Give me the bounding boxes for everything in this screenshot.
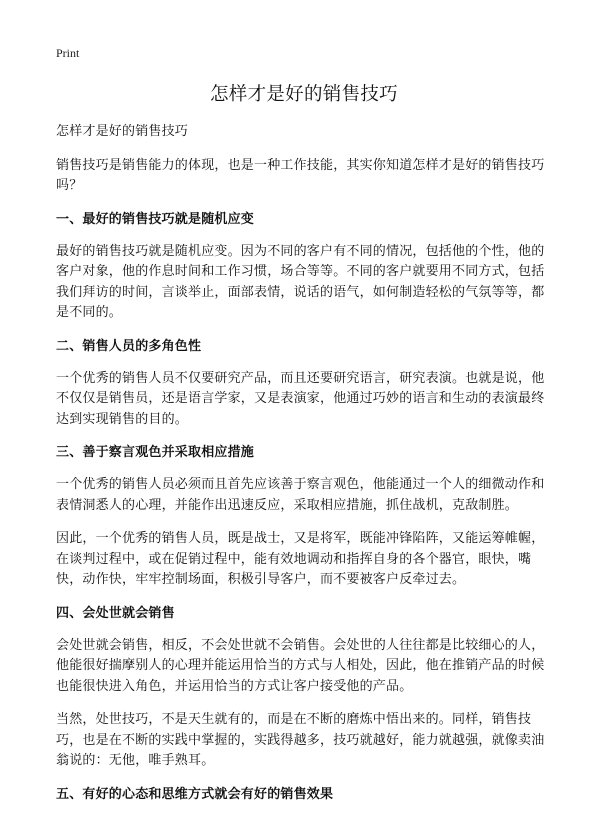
section-1 <box>56 210 552 324</box>
article-subtitle: 怎样才是好的销售技巧 <box>56 124 189 139</box>
section-3 <box>56 443 552 591</box>
section-heading: 四、会处世就会销售 <box>56 605 175 621</box>
section-paragraph: 因此，一个优秀的销售人员，既是战士，又是将军，既能冲锋陷阵，又能运筹帷幄，在谈判过程中，或在促销过程中，能有效地调动和指挥自身的各个器官，眼快，嘴快，动作快，牢牢控制场面，积极引导客户，而不要被客户反牵过去。 <box>56 531 545 587</box>
section-4 <box>56 604 552 772</box>
section-paragraph: 一个优秀的销售人员不仅要研究产品，而且还要研究语言，研究表演。也就是说，他不仅仅是销售员，还是语言学家，又是表演家，他通过巧妙的语言和生动的表演最终达到实现销售的目的。 <box>56 370 545 427</box>
section-5 <box>56 785 552 805</box>
section-paragraph: 当然，处世技巧，不是天生就有的，而是在不断的磨炼中悟出来的。同样，销售技巧，也是在不断的实践中掌握的，实践得越多，技巧就越好，能力就越强，就像卖油翁说的：无他，唯手熟耳。 <box>56 712 545 768</box>
section-paragraph: 一个优秀的销售人员必须而且首先应该善于察言观色，他能通过一个人的细微动作和表情洞悉人的心理，并能作出迅速反应，采取相应措施，抓住战机，克敌制胜。 <box>56 477 545 513</box>
print-link[interactable]: Print <box>56 46 80 60</box>
section-heading: 二、销售人员的多角色性 <box>56 338 202 354</box>
section-heading: 五、有好的心态和思维方式就会有好的销售效果 <box>56 786 334 802</box>
article-intro: 销售技巧是销售能力的体现，也是一种工作技能，其实你知道怎样才是好的销售技巧吗？ <box>56 157 545 193</box>
article-title: 怎样才是好的销售技巧 <box>209 84 398 105</box>
section-heading: 一、最好的销售技巧就是随机应变 <box>56 211 255 227</box>
article <box>56 80 552 817</box>
section-heading: 三、善于察言观色并采取相应措施 <box>56 445 255 460</box>
section-paragraph: 最好的销售技巧就是随机应变。因为不同的客户有不同的情况，包括他的个性，他的客户对象，他的作息时间和工作习惯，场合等等。不同的客户就要用不同方式，包括我们拜访的时间，言谈举止，面部表情，说话的语气，如何制造轻松的气氛等等，都是不同的。 <box>56 243 545 320</box>
section-paragraph: 会处世就会销售，相反，不会处世就不会销售。会处世的人往往都是比较细心的人，他能很好揣摩别人的心理并能运用恰当的方式与人相处，因此，他在推销产品的时候也能很快进入角色，并运用恰当的方式让客户接受他的产品。 <box>56 637 545 694</box>
section-2 <box>56 337 552 431</box>
